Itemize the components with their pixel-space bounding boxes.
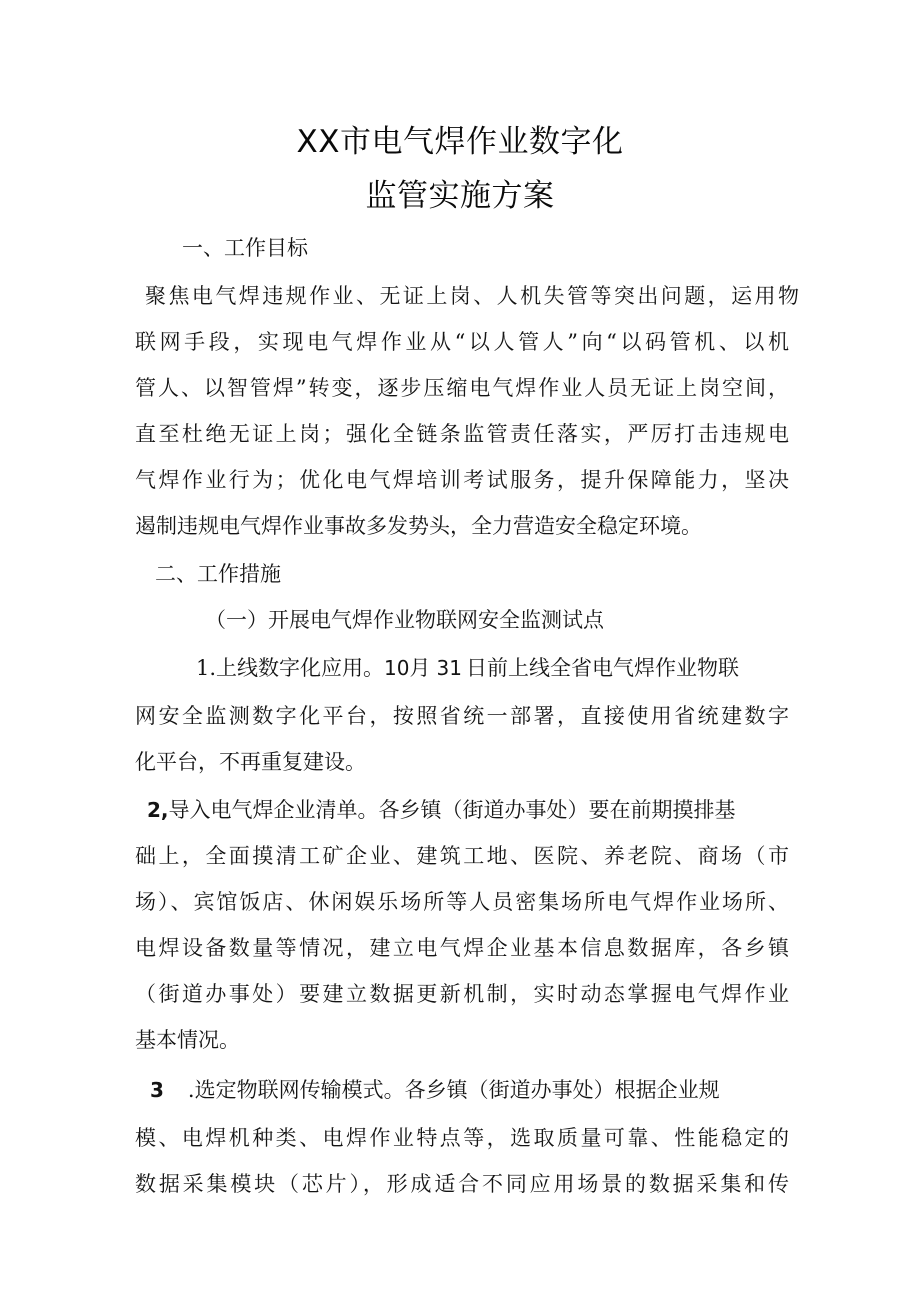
paragraph-line: 气焊作业行为；优化电气焊培训考试服务，提升保障能力，坚决 — [135, 468, 789, 492]
paragraph-line: 电焊设备数量等情况，建立电气焊企业基本信息数据库，各乡镇 — [135, 936, 789, 960]
paragraph-line: （街道办事处）要建立数据更新机制，实时动态掌握电气焊作业 — [135, 982, 789, 1006]
paragraph-line: 遏制违规电气焊作业事故多发势头，全力营造安全稳定环境。 — [135, 514, 702, 538]
paragraph-line: 数据采集模块（芯片），形成适合不同应用场景的数据采集和传 — [135, 1172, 789, 1196]
item-3-first-text: .选定物联网传输模式。各乡镇（街道办事处）根据企业规 — [187, 1078, 720, 1102]
paragraph-line: 聚焦电气焊违规作业、无证上岗、人机失管等突出问题，运用物 — [145, 284, 799, 308]
paragraph-line: 管人、以智管焊”转变，逐步压缩电气焊作业人员无证上岗空间， — [135, 376, 789, 400]
item-1-day: 31 — [436, 656, 462, 680]
section-heading-measures: 二、工作措施 — [155, 562, 281, 586]
document-title-line-1: XX市电气焊作业数字化 — [296, 124, 624, 160]
paragraph-line: 直至杜绝无证上岗；强化全链条监管责任落实，严厉打击违规电 — [135, 422, 789, 446]
paragraph-line: 础上，全面摸清工矿企业、建筑工地、医院、养老院、商场（市 — [135, 844, 789, 868]
item-3-first-line — [150, 1076, 720, 1104]
paragraph-line: 基本情况。 — [135, 1028, 240, 1052]
item-2-number: 2, — [147, 798, 169, 822]
section-heading-goals: 一、工作目标 — [182, 236, 308, 260]
subsection-heading: （一）开展电气焊作业物联网安全监测试点 — [205, 608, 604, 632]
item-1-first-line — [196, 654, 739, 682]
item-2-first-text: 导入电气焊企业清单。各乡镇（街道办事处）要在前期摸排基 — [168, 798, 736, 822]
paragraph-line: 联网手段，实现电气焊作业从“以人管人”向“以码管机、以机 — [135, 330, 789, 354]
paragraph-line: 场）、宾馆饭店、休闲娱乐场所等人员密集场所电气焊作业场所、 — [135, 890, 789, 914]
document-title-line-2: 监管实施方案 — [365, 178, 555, 214]
paragraph-line: 模、电焊机种类、电焊作业特点等，选取质量可靠、性能稳定的 — [135, 1126, 789, 1150]
item-3-number: 3 — [150, 1078, 164, 1102]
paragraph-line: 网安全监测数字化平台，按照省统一部署，直接使用省统建数字 — [135, 704, 789, 728]
item-1-month: 10 — [384, 656, 410, 680]
item-1-prefix: 1.上线数字化应用。 — [196, 656, 385, 680]
item-1-rest: 日前上线全省电气焊作业物联 — [465, 656, 739, 680]
item-1-month-unit: 月 — [409, 656, 431, 680]
item-2-first-line — [147, 796, 736, 824]
paragraph-line: 化平台，不再重复建设。 — [135, 750, 366, 774]
